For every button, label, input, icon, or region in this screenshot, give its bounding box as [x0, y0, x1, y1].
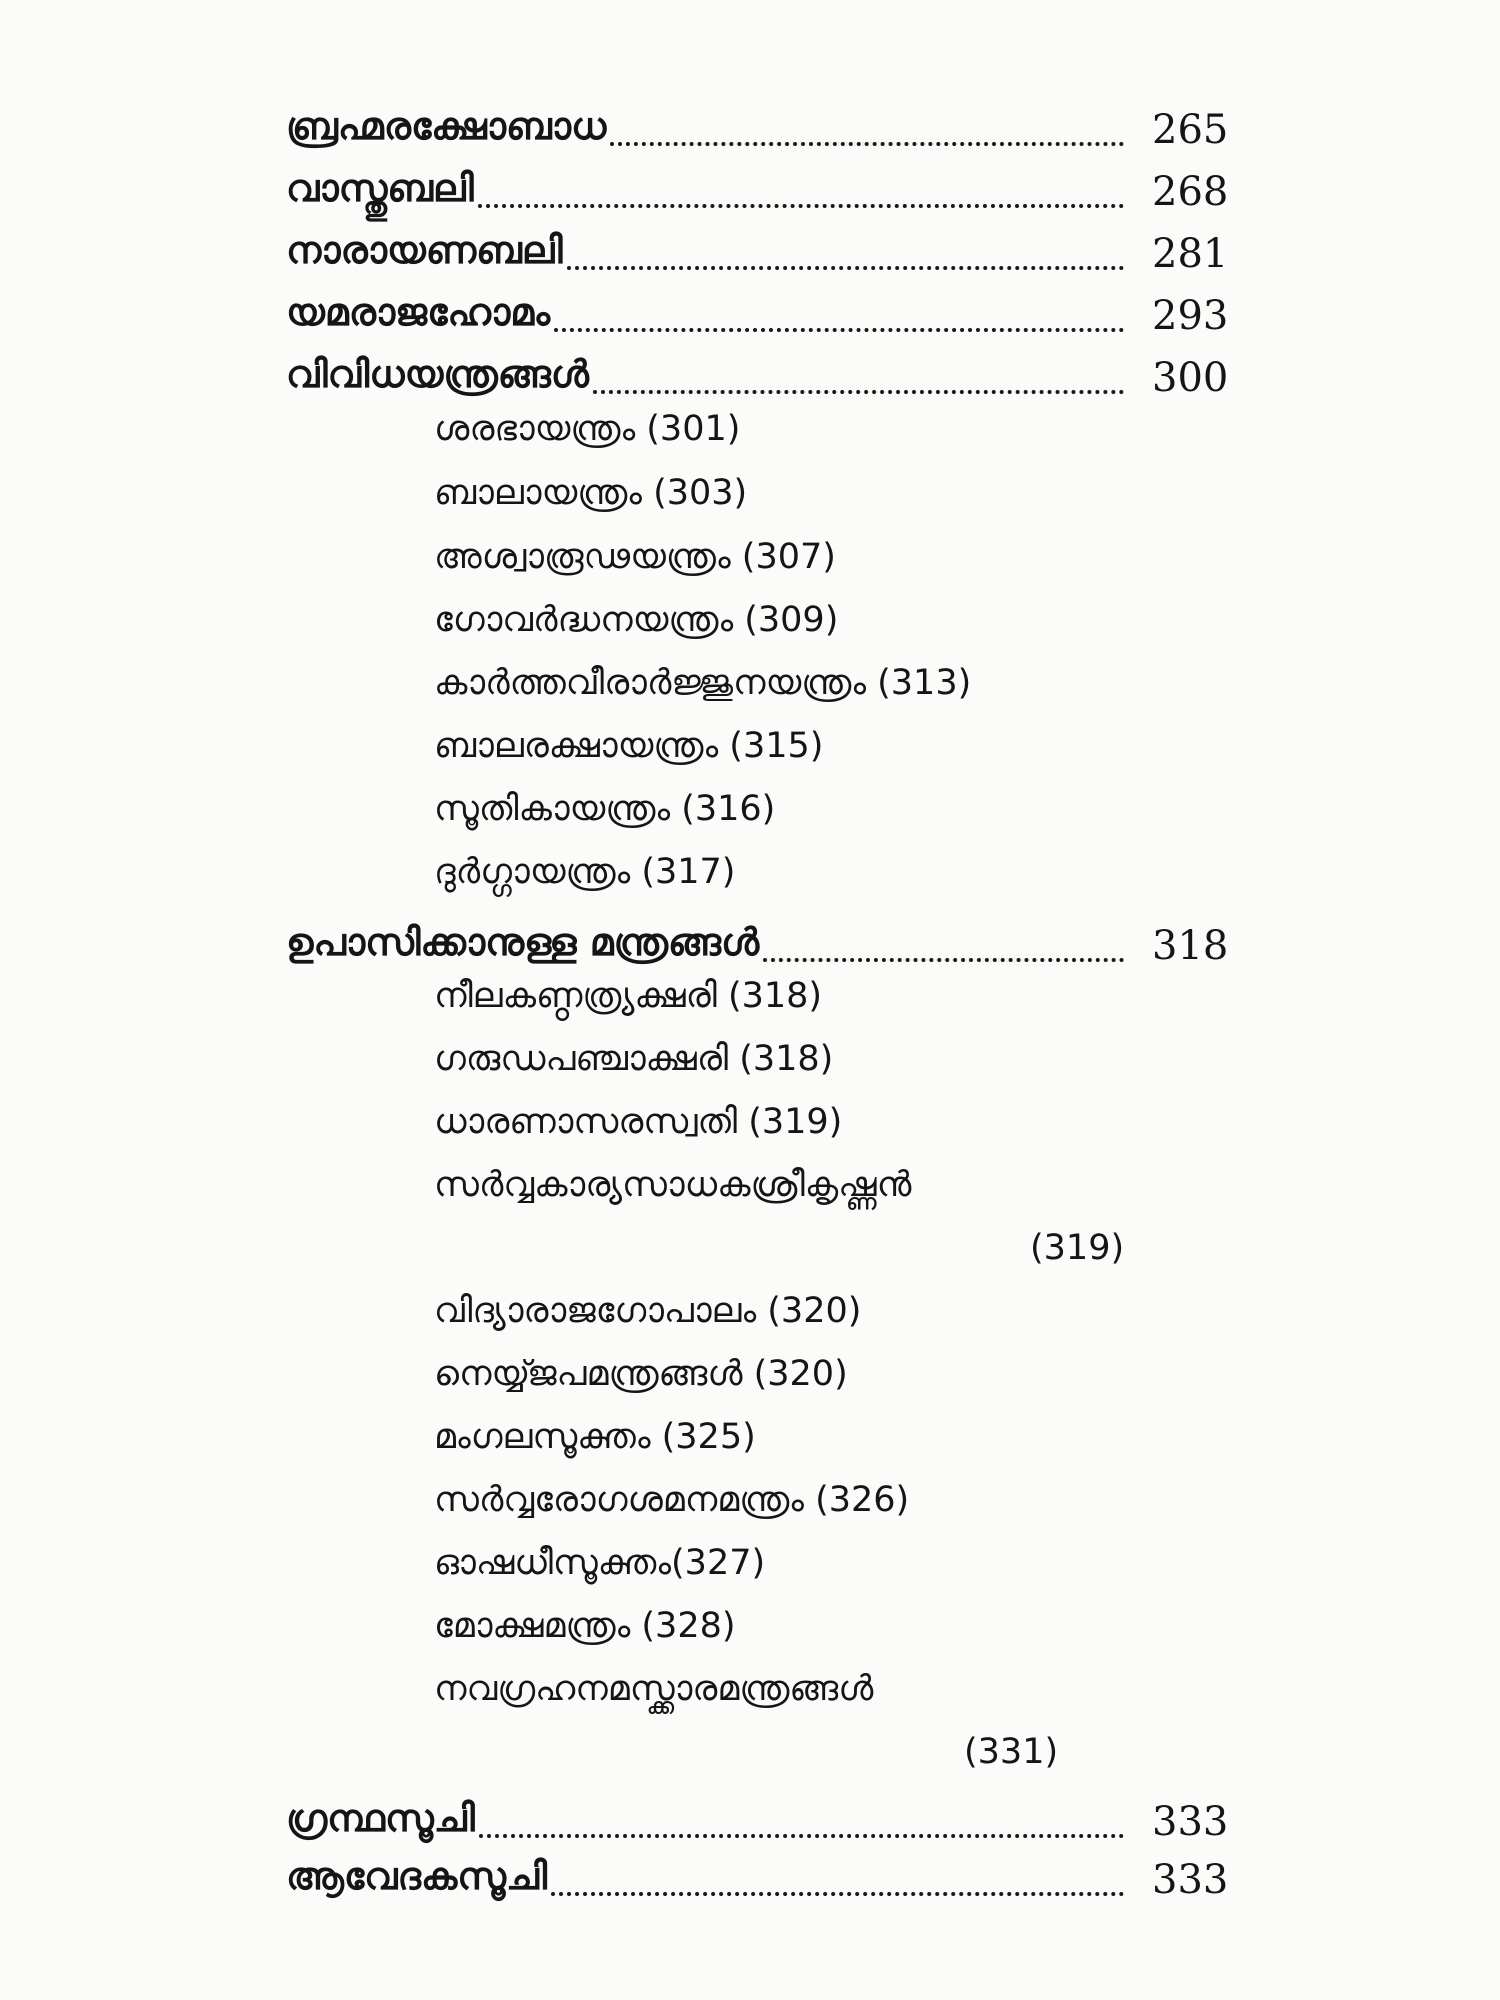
dot-leader: [551, 1844, 1124, 1896]
toc-entry-title: വിവിധയന്ത്രങ്ങൾ: [286, 352, 589, 396]
dot-leader: [763, 910, 1124, 962]
dot-leader: [554, 280, 1124, 332]
toc-subentry: ഗോവർദ്ധനയന്ത്രം (309): [434, 600, 839, 640]
toc-entry-page: 318: [1152, 923, 1229, 969]
toc-entry: [286, 1850, 1286, 1910]
toc-entry: [286, 916, 1286, 976]
toc-entry-page: 300: [1152, 355, 1229, 401]
toc-subentry: മംഗലസൂക്തം (325): [434, 1417, 756, 1457]
toc-entry-page: 265: [1152, 107, 1229, 153]
toc-subentry: സർവ്വകാര്യസാധകശ്രീകൃഷ്ണൻ: [434, 1165, 912, 1205]
toc-entry-title: ആവേദകസൂചി: [286, 1854, 548, 1898]
toc-entry-title: ഗ്രന്ഥസൂചി: [286, 1796, 475, 1840]
dot-leader: [479, 1786, 1124, 1838]
toc-entry-title: വാസ്തുബലി: [286, 166, 474, 210]
toc-subentry: നീലകണ്ഠത്ര്യക്ഷരി (318): [434, 976, 823, 1016]
toc-subentry: ബാലരക്ഷായന്ത്രം (315): [434, 726, 824, 766]
toc-subentry: അശ്വാരൂഢയന്ത്രം (307): [434, 537, 836, 577]
toc-entry-title: ഉപാസിക്കാനുള്ള മന്ത്രങ്ങൾ: [286, 920, 760, 964]
toc-subentry: സർവ്വരോഗശമനമന്ത്രം (326): [434, 1480, 910, 1520]
dot-leader: [610, 94, 1124, 146]
dot-leader: [593, 342, 1124, 394]
toc-subentry-page: (319): [1030, 1228, 1125, 1268]
dot-leader: [567, 218, 1124, 270]
toc-subentry: ധാരണാസരസ്വതി (319): [434, 1102, 843, 1142]
toc-entry-title: യമരാജഹോമം: [286, 290, 551, 334]
toc-subentry: വിദ്യാരാജഗോപാലം (320): [434, 1291, 862, 1331]
toc-entry: [286, 1792, 1286, 1852]
toc-entry-page: 333: [1152, 1857, 1229, 1903]
toc-subentry: ശരഭായന്ത്രം (301): [434, 409, 741, 449]
toc-entry-page: 268: [1152, 169, 1229, 215]
toc-subentry: നെയ്യ്ജപമന്ത്രങ്ങൾ (320): [434, 1354, 848, 1394]
toc-subentry: ബാലായന്ത്രം (303): [434, 473, 748, 513]
toc-subentry: നവഗ്രഹനമസ്ക്കാരമന്ത്രങ്ങൾ: [434, 1669, 874, 1709]
toc-entry-title: ബ്രഹ്മരക്ഷോബാധ: [286, 104, 607, 148]
toc-entry-page: 333: [1152, 1799, 1229, 1845]
toc-entry: [286, 100, 1286, 160]
toc-entry: [286, 162, 1286, 222]
toc-subentry: സൂതികായന്ത്രം (316): [434, 789, 776, 829]
toc-subentry: ഓഷധീസൂക്തം(327): [434, 1543, 766, 1583]
toc-subentry: മോക്ഷമന്ത്രം (328): [434, 1606, 736, 1646]
toc-subentry: ഗരുഡപഞ്ചാക്ഷരി (318): [434, 1039, 834, 1079]
toc-entry: [286, 348, 1286, 408]
dot-leader: [478, 156, 1124, 208]
toc-entry: [286, 224, 1286, 284]
toc-subentry: കാർത്തവീരാർജ്ജുനയന്ത്രം (313): [434, 663, 972, 703]
toc-subentry-page: (331): [964, 1732, 1059, 1772]
toc-entry-page: 293: [1152, 293, 1229, 339]
toc-entry-title: നാരായണബലി: [286, 228, 563, 272]
toc-entry-page: 281: [1152, 231, 1229, 277]
toc-subentry: ദുർഗ്ഗായന്ത്രം (317): [434, 852, 736, 892]
toc-entry: [286, 286, 1286, 346]
